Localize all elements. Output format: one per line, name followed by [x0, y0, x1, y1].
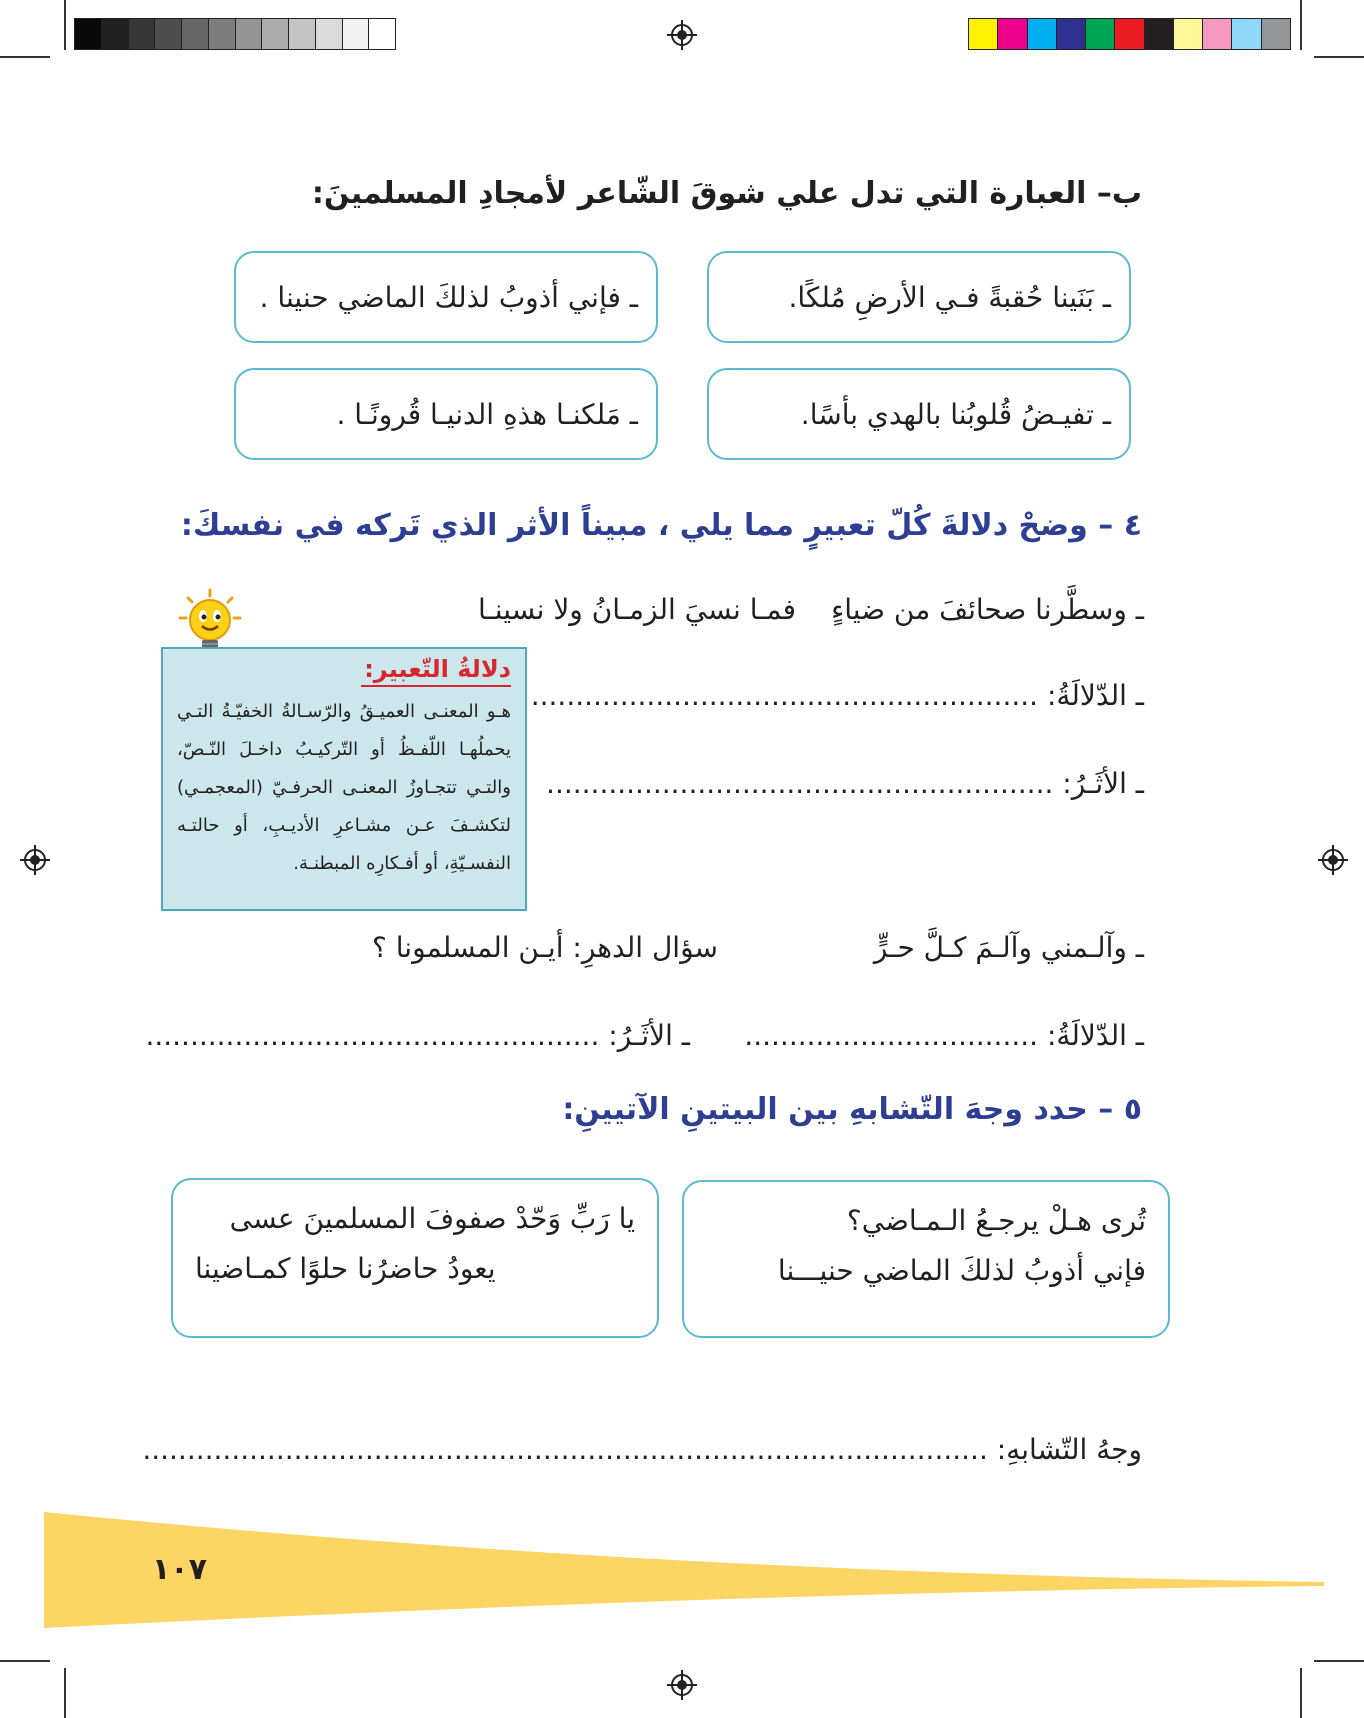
gray-swatch [369, 19, 395, 49]
gray-swatch [102, 19, 129, 49]
crop-mark-tl-v [64, 0, 66, 50]
color-swatch [1028, 19, 1057, 49]
effect-line-1: ـ الأثَـرُ: ......................................................... [546, 767, 1144, 800]
definition-box [161, 647, 527, 911]
color-swatch [1086, 19, 1115, 49]
question-4-title: ٤ – وضحْ دلالةَ كُلّ تعبيرٍ مما يلي ، مبيناً الأثر الذي تَركه في نفسكَ: [180, 508, 1142, 543]
option-box-2 [234, 251, 658, 343]
option-text: ـ فإني أذوبُ لذلكَ الماضي حنينا . [259, 280, 638, 314]
definition-text: هـو المعنـى العميـقُ والرّسـالةُ الخفيّـةُ التـي يحملُهـا اللّفـظُ أو التّركيـبُ داخـلَ النّـصّ، والتـي تتجـاوزُ المعنـى الحرفـيّ (المعجمـي) لتكشـفَ عـن مشـاعرِ الأديـبِ، أو حالتـه النفسـيّةِ، أو أفـكارِه المبطنـة. [177, 701, 511, 874]
gray-swatch [316, 19, 343, 49]
crop-mark-br-h [1314, 1660, 1364, 1662]
verse-1-second-half: فمـا نسيَ الزمـانُ ولا نسينـا [478, 593, 796, 626]
gray-swatch [155, 19, 182, 49]
footer-band [44, 1512, 1324, 1628]
gray-swatch [75, 19, 102, 49]
verse-2-second-half: سؤال الدهرِ: أيـن المسلمونا ؟ [372, 931, 718, 964]
crop-mark-bl-h [0, 1660, 50, 1662]
option-box-1 [707, 251, 1131, 343]
registration-mark-right [1322, 849, 1344, 871]
color-swatch [1174, 19, 1203, 49]
definition-title: دلالةُ التّعبير: [364, 655, 511, 683]
gray-swatch [343, 19, 370, 49]
registration-mark-top [671, 24, 693, 46]
verse-2-first-half: ـ وآلـمني وآلـمَ كـلَّ حـرٍّ [873, 931, 1144, 964]
color-swatch [1232, 19, 1261, 49]
registration-mark-left [24, 849, 46, 871]
question-5-title: ٥ – حدد وجهَ التّشابهِ بين البيتينِ الآتيينِ: [562, 1092, 1142, 1127]
crop-mark-tr-h [1314, 56, 1364, 58]
option-box-4 [234, 368, 658, 460]
gray-swatch [182, 19, 209, 49]
color-swatch [1057, 19, 1086, 49]
option-text: ـ تفيـضُ قُلوبُنا بالهدي بأسًا. [800, 397, 1111, 431]
similarity-answer-line: وجهُ التّشابهِ: ............................................................................................... [142, 1433, 1142, 1466]
verse-line: يا رَبِّ وَحّدْ صفوفَ المسلمينَ عسى [229, 1202, 635, 1235]
crop-mark-tl-h [0, 56, 50, 58]
crop-mark-tr-v [1300, 0, 1302, 50]
verse-line: فإني أذوبُ لذلكَ الماضي حنيـــنا [777, 1254, 1146, 1287]
registration-mark-bottom [671, 1674, 693, 1696]
color-swatch [1115, 19, 1144, 49]
grayscale-color-bar [74, 18, 396, 50]
cmyk-color-bar [968, 18, 1291, 50]
verse-1-first-half: ـ وسطَّرنا صحائفَ من ضياءٍ [831, 593, 1144, 626]
gray-swatch [236, 19, 263, 49]
verse-line: تُرى هـلْ يرجـعُ الـمـاضي؟ [846, 1204, 1146, 1237]
definition-underline [361, 685, 511, 687]
option-text: ـ مَلكنـا هذهِ الدنيـا قُرونًـا . [336, 397, 638, 431]
meaning-line-2: ـ الدّلالَةُ: ................................. [744, 1019, 1144, 1052]
question-b-title: ب– العبارة التي تدل علي شوقَ الشّاعر لأمجادِ المسلمينَ: [311, 176, 1142, 211]
gray-swatch [209, 19, 236, 49]
color-swatch [1262, 19, 1290, 49]
gray-swatch [289, 19, 316, 49]
verse-line: يعودُ حاضرُنا حلوًا كمـاضينا [195, 1252, 496, 1285]
gray-swatch [262, 19, 289, 49]
color-swatch [1203, 19, 1232, 49]
meaning-line-1: ـ الدّلالَةُ: ......................................................... [530, 679, 1144, 712]
page-number: ١٠٧ [152, 1552, 207, 1587]
option-text: ـ بَنَينا حُقبةً فـي الأرضِ مُلكًا. [788, 280, 1111, 314]
option-box-3 [707, 368, 1131, 460]
light-bulb-icon [178, 588, 242, 654]
color-swatch [969, 19, 998, 49]
color-swatch [998, 19, 1027, 49]
crop-mark-br-v [1300, 1668, 1302, 1718]
color-swatch [1145, 19, 1174, 49]
verse-box-right [682, 1180, 1170, 1338]
gray-swatch [129, 19, 156, 49]
crop-mark-bl-v [64, 1668, 66, 1718]
verse-box-left [171, 1178, 659, 1338]
effect-line-2: ـ الأثَـرُ: ................................................... [145, 1019, 690, 1052]
